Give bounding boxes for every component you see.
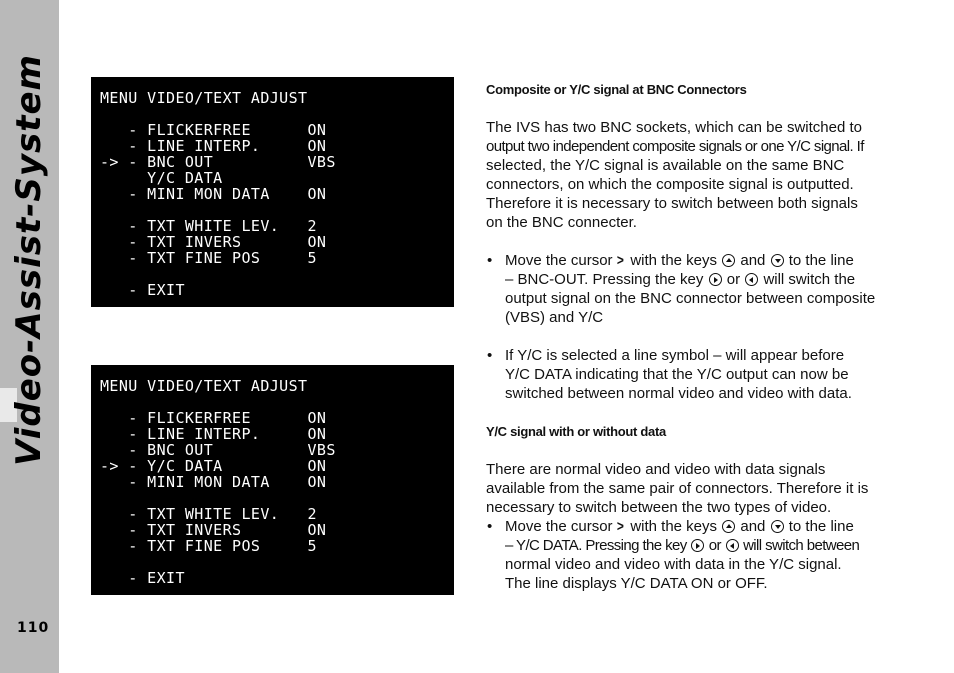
bullet-text: and (740, 252, 766, 269)
bullet-text: normal video and video with data in the Y/C signal. (505, 556, 842, 573)
bullet-yc-symbol (486, 346, 881, 403)
para-line: output two independent composite signals or one Y/C signal. If (486, 138, 864, 155)
menu-line: Y/C DATA (100, 169, 223, 187)
menu-line: - FLICKERFREE ON (100, 121, 327, 139)
sidebar-title: Video-Assist-System (9, 54, 49, 466)
menu-line: - TXT INVERS ON (100, 233, 327, 251)
menu-line: - LINE INTERP. ON (100, 137, 327, 155)
menu-line: - TXT FINE POS 5 (100, 249, 317, 267)
menu-line: - TXT WHITE LEV. 2 (100, 505, 317, 523)
menu-line: - BNC OUT VBS (100, 441, 336, 459)
bullet-text: – Y/C DATA. Pressing the key (505, 537, 687, 554)
circle-up-arrow-icon (722, 520, 735, 533)
menu-line (100, 266, 454, 282)
bullet-text: switched between normal video and video with data. (505, 385, 852, 402)
bullet-yc-cursor (486, 517, 881, 593)
bullet-text: with the keys (630, 252, 718, 269)
menu-screen-yc-data (91, 365, 454, 595)
page-number: 110 (17, 620, 50, 636)
menu-line (100, 106, 454, 122)
para-line: necessary to switch between the two types of video. (486, 499, 832, 516)
menu-line: - EXIT (100, 281, 185, 299)
bullet-text: Y/C DATA indicating that the Y/C output can now be (505, 366, 849, 383)
bullet-text: or (708, 537, 721, 554)
bullet-text: with the keys (630, 518, 718, 535)
bullet-text: and (740, 518, 766, 535)
menu-line (100, 490, 454, 506)
section-heading-bnc: Composite or Y/C signal at BNC Connectors (486, 82, 747, 97)
bullet-text: output signal on the BNC connector between composite (505, 290, 876, 307)
menu-line: - TXT FINE POS 5 (100, 537, 317, 555)
text-column (486, 80, 881, 593)
chevron-right-icon: > (616, 518, 624, 535)
bullet-text: will switch the (763, 271, 856, 288)
para-line: available from the same pair of connectors. Therefore it is (486, 480, 869, 497)
para-line: on the BNC connecter. (486, 214, 637, 231)
bullet-text: to the line (788, 518, 854, 535)
bullet-text: will switch between (743, 537, 860, 554)
bullet-text: or (726, 271, 741, 288)
menu-line: MENU VIDEO/TEXT ADJUST (100, 89, 308, 107)
para-line: There are normal video and video with data signals (486, 461, 826, 478)
para-line: connectors, on which the composite signal is outputted. (486, 176, 854, 193)
para-line: selected, the Y/C signal is available on the same BNC (486, 157, 845, 174)
chevron-right-icon: > (616, 252, 624, 269)
menu-line: - TXT INVERS ON (100, 521, 327, 539)
circle-down-arrow-icon (771, 254, 784, 267)
bullet-text: If Y/C is selected a line symbol – will appear before (505, 347, 845, 364)
circle-left-arrow-icon (745, 273, 758, 286)
para-line: The IVS has two BNC sockets, which can be switched to (486, 119, 863, 136)
menu-line: - LINE INTERP. ON (100, 425, 327, 443)
menu-line: -> - BNC OUT VBS (100, 153, 336, 171)
menu-line: - MINI MON DATA ON (100, 473, 327, 491)
circle-right-arrow-icon (709, 273, 722, 286)
bullet-text: to the line (788, 252, 854, 269)
menu-line (100, 394, 454, 410)
menu-line: - MINI MON DATA ON (100, 185, 327, 203)
para-yc (486, 460, 881, 517)
menu-line: - FLICKERFREE ON (100, 409, 327, 427)
menu-screen-bnc-out (91, 77, 454, 307)
section-heading-yc: Y/C signal with or without data (486, 424, 666, 439)
circle-left-arrow-icon (726, 539, 739, 552)
bullet-dot: • (487, 347, 493, 364)
bullet-dot: • (487, 252, 493, 269)
para-line: Therefore it is necessary to switch between both signals (486, 195, 858, 212)
menu-line (100, 202, 454, 218)
circle-down-arrow-icon (771, 520, 784, 533)
bullet-text: Move the cursor (505, 518, 613, 535)
menu-line: - EXIT (100, 569, 185, 587)
menu-line: - TXT WHITE LEV. 2 (100, 217, 317, 235)
bullet-dot: • (487, 518, 493, 535)
circle-up-arrow-icon (722, 254, 735, 267)
bullet-text: (VBS) and Y/C (505, 309, 604, 326)
bullet-text: – BNC-OUT. Pressing the key (505, 271, 704, 288)
menu-line: -> - Y/C DATA ON (100, 457, 327, 475)
circle-right-arrow-icon (691, 539, 704, 552)
bullet-text: The line displays Y/C DATA ON or OFF. (505, 575, 768, 592)
para-bnc (486, 118, 881, 232)
bullet-text: Move the cursor (505, 252, 613, 269)
menu-line (100, 554, 454, 570)
bullet-bnc-cursor (486, 251, 881, 327)
menu-line: MENU VIDEO/TEXT ADJUST (100, 377, 308, 395)
